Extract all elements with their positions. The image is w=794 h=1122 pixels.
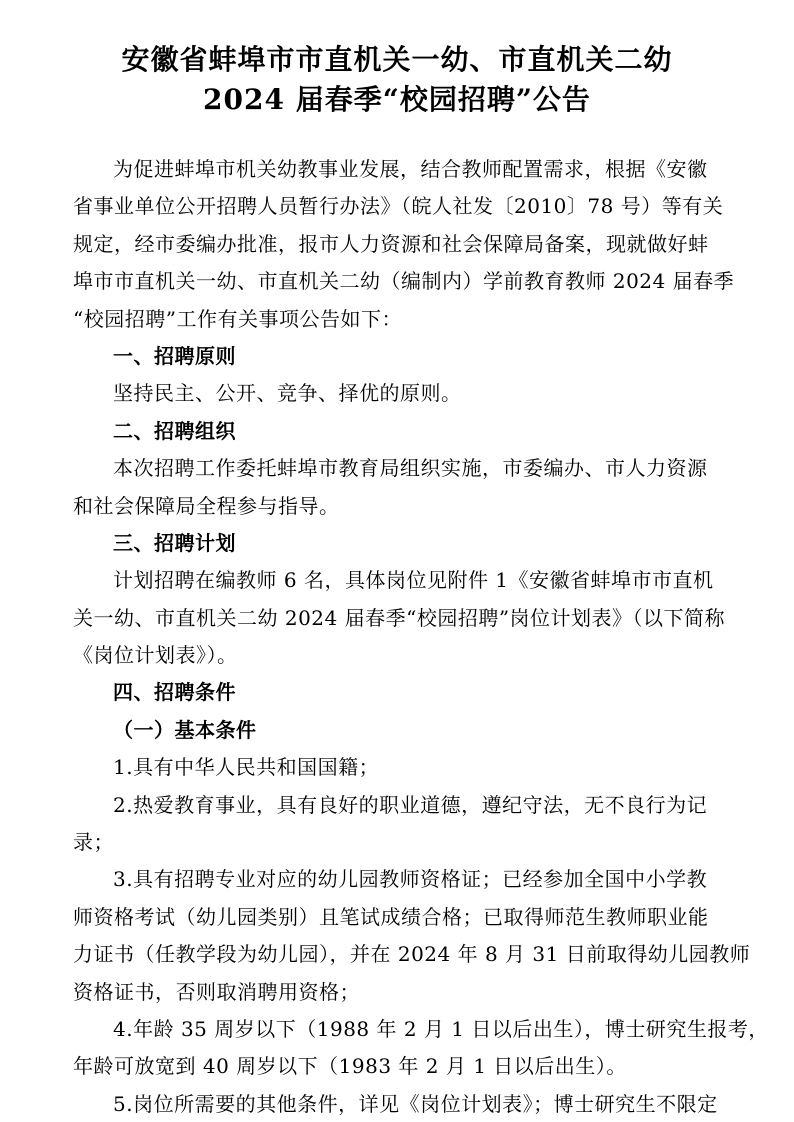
document-line: 录； [73,830,114,855]
document-line: 3.具有招聘专业对应的幼儿园教师资格证；已经参加全国中小学教 [113,867,708,892]
document-line: 坚持民主、公开、竞争、择优的原则。 [113,381,462,406]
document-line: 四、招聘条件 [113,680,236,705]
document-title-line-1: 安徽省蚌埠市市直机关一幼、市直机关二幼 [121,43,673,76]
document-line: 和社会保障局全程参与指导。 [73,493,340,518]
document-line: 计划招聘在编教师 6 名，具体岗位见附件 1《安徽省蚌埠市市直机 [113,568,714,593]
document-line: 埠市市直机关一幼、市直机关二幼（编制内）学前教育教师 2024 届春季 [73,269,735,294]
document-body [0,151,794,1122]
document-line: 关一幼、市直机关二幼 2024 届春季“校园招聘”岗位计划表》（以下简称 [73,605,726,630]
document-line: 规定，经市委编办批准，报市人力资源和社会保障局备案，现就做好蚌 [73,231,709,256]
document-line: “校园招聘”工作有关事项公告如下： [73,306,402,331]
document-line: 师资格考试（幼儿园类别）且笔试成绩合格；已取得师范生教师职业能 [73,904,709,929]
document-line: 《岗位计划表》）。 [73,643,238,668]
document-line: 年龄可放宽到 40 周岁以下（1983 年 2 月 1 日以后出生）。 [73,1054,627,1079]
document-line: 2.热爱教育事业，具有良好的职业道德，遵纪守法，无不良行为记 [113,792,708,817]
document-line: （一）基本条件 [113,717,257,742]
document-line: 5.岗位所需要的其他条件，详见《岗位计划表》；博士研究生不限定 [113,1091,718,1116]
document-line: 本次招聘工作委托蚌埠市教育局组织实施，市委编办、市人力资源 [113,456,708,481]
document-line: 1.具有中华人民共和国国籍； [113,755,380,780]
document-line: 省事业单位公开招聘人员暂行办法》（皖人社发〔2010〕78 号）等有关 [73,194,724,219]
document-title [0,0,794,120]
document-line: 资格证书，否则取消聘用资格； [73,979,360,1004]
document-line: 三、招聘计划 [113,530,236,555]
document-line: 为促进蚌埠市机关幼教事业发展，结合教师配置需求，根据《安徽 [113,157,708,181]
document-line: 一、招聘原则 [113,343,236,368]
document-line: 力证书（任教学段为幼儿园），并在 2024 年 8 月 31 日前取得幼儿园教师 [73,942,751,967]
document-line: 二、招聘组织 [113,418,236,443]
document-title-line-2: 2024 届春季“校园招聘”公告 [203,83,591,116]
document-line: 4.年龄 35 周岁以下（1988 年 2 月 1 日以后出生），博士研究生报考， [113,1016,769,1041]
